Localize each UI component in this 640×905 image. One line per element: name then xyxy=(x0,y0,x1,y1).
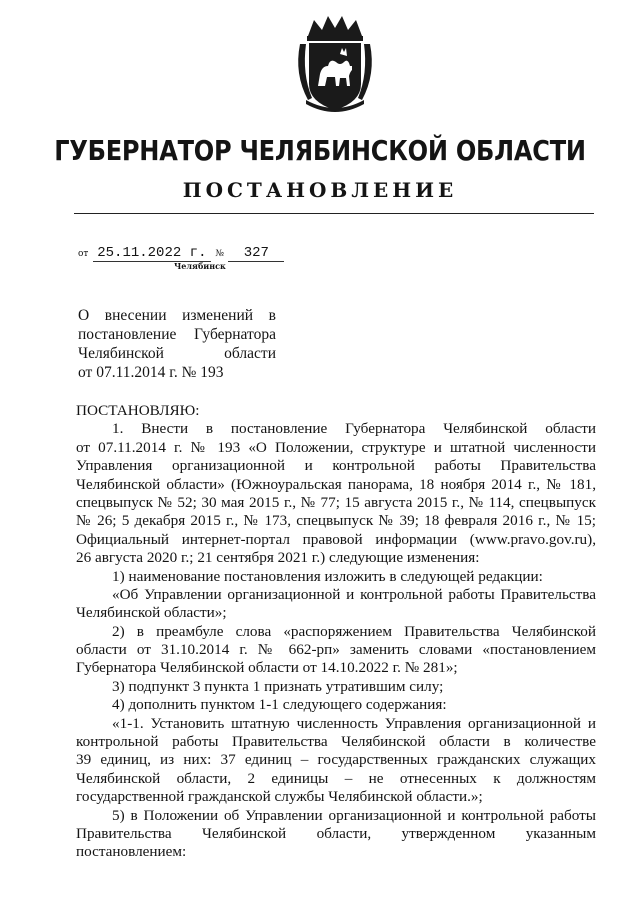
subject-line: О внесении изменений в xyxy=(78,307,276,324)
body-line: 39 единиц, из них: 37 единиц – государственных гражданских служащих xyxy=(76,751,596,769)
body-line: области от 31.10.2014 г. № 662-рп» заменить словами «постановлением xyxy=(76,641,596,659)
body-line: 4) дополнить пунктом 1-1 следующего содержания: xyxy=(112,696,447,714)
document-meta xyxy=(78,243,284,263)
body-line: постановлением: xyxy=(76,843,187,861)
subject-line: Челябинской области xyxy=(78,345,276,362)
document-number: 327 xyxy=(228,245,284,262)
body-line: 1) наименование постановления изложить в следующей редакции: xyxy=(112,567,543,585)
body-line: № 26; 5 декабря 2015 г., № 173, спецвыпуск № 39; 18 февраля 2016 г., № 15; xyxy=(76,512,596,530)
body-line: от 07.11.2014 г. № 193 «О Положении, структуре и штатной численности xyxy=(76,438,596,456)
document-body xyxy=(76,402,596,862)
subject-line: постановление Губернатора xyxy=(78,326,276,343)
document-subject xyxy=(78,306,276,382)
body-line: контрольной работы Правительства Челябинской области в количестве xyxy=(76,733,596,751)
body-line: 5) в Положении об Управлении организационной и контрольной работы xyxy=(112,806,596,824)
body-line: Правительства Челябинской области, утвержденном указанным xyxy=(76,824,596,842)
document-date: 25.11.2022 г. xyxy=(93,245,211,262)
body-line: спецвыпуск № 52; 30 мая 2015 г., № 77; 15 августа 2015 г., № 114, спецвыпуск xyxy=(76,493,596,511)
body-line: ПОСТАНОВЛЯЮ: xyxy=(76,402,200,419)
document-type: ПОСТАНОВЛЕНИЕ xyxy=(182,178,458,202)
issuer-title: ГУБЕРНАТОР ЧЕЛЯБИНСКОЙ ОБЛАСТИ xyxy=(54,134,586,167)
body-line: 3) подпункт 3 пункта 1 признать утратившим силу; xyxy=(112,677,444,695)
body-line: Официальный интернет-портал правовой информации (www.pravo.gov.ru), xyxy=(76,530,596,548)
body-line: 26 августа 2020 г.; 21 сентября 2021 г.) следующие изменения: xyxy=(76,549,480,567)
body-line: «1-1. Установить штатную численность Управления организационной и xyxy=(112,714,596,732)
coat-of-arms-icon xyxy=(294,14,376,114)
document-city: Челябинск xyxy=(174,261,226,271)
body-line: 2) в преамбуле слова «распоряжением Правительства Челябинской xyxy=(112,622,596,640)
body-line: 1. Внести в постановление Губернатора Челябинской области xyxy=(112,420,596,438)
body-line: государственной гражданской службы Челябинской области.»; xyxy=(76,788,483,806)
body-line: Челябинской области, 2 единицы – не отнесенных к должностям xyxy=(76,769,596,787)
date-label: от xyxy=(78,249,89,259)
header-divider xyxy=(74,213,594,214)
body-line: «Об Управлении организационной и контрольной работы Правительства xyxy=(112,585,596,603)
body-line: Управления организационной и контрольной работы Правительства xyxy=(76,457,596,475)
subject-line: от 07.11.2014 г. № 193 xyxy=(78,364,224,381)
number-label: № xyxy=(215,249,224,259)
body-line: Челябинской области» (Южноуральская панорама, 18 ноября 2014 г., № 181, xyxy=(76,475,596,493)
body-line: Губернатора Челябинской области от 14.10.2022 г. № 281»; xyxy=(76,659,458,677)
body-line: Челябинской области»; xyxy=(76,604,227,622)
